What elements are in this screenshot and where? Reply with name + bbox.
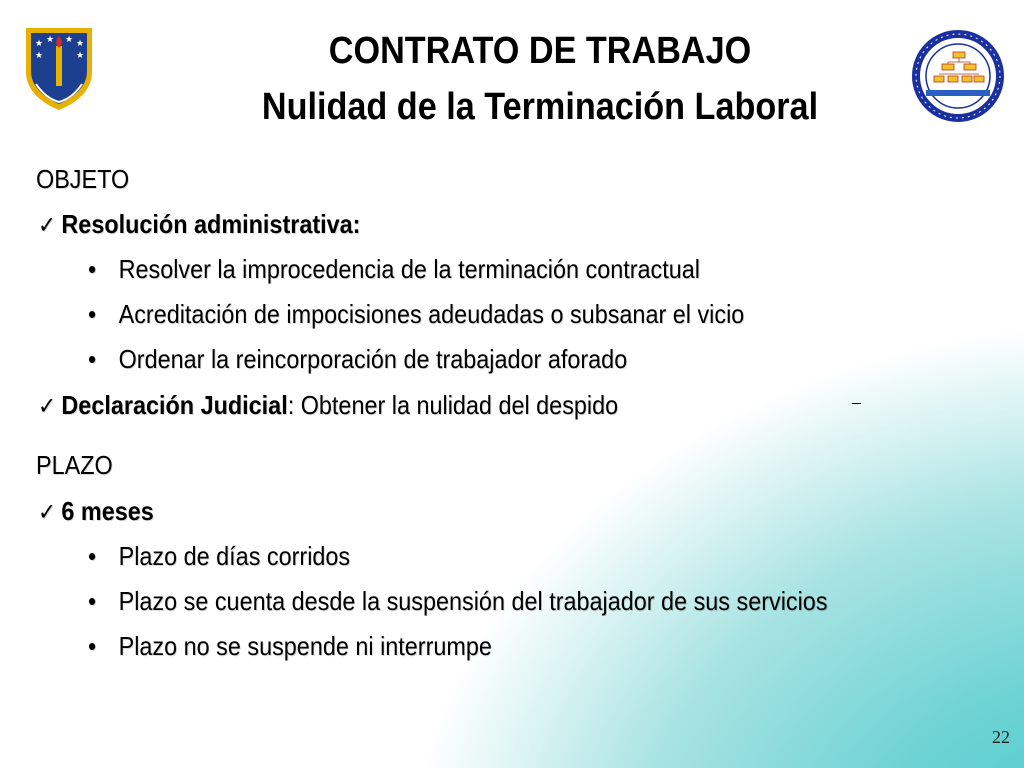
declaracion-text: : Obtener la nulidad del despido [287,390,619,420]
resolucion-item [38,209,360,240]
svg-text:★: ★ [46,35,55,45]
resolucion-label: Resolución administrativa: [61,209,361,239]
svg-text:★: ★ [76,39,85,49]
declaracion-item [38,390,618,421]
plazo-bullet-3: Plazo no se suspende ni interrumpe [118,631,492,661]
bullet-icon: • [88,631,97,661]
svg-text:★: ★ [35,51,44,61]
stray-mark: _ [852,388,861,405]
list-item [88,631,492,662]
svg-text:★: ★ [35,39,44,49]
list-item [88,299,744,330]
checkmark-icon: ✓ [38,393,57,420]
checkmark-icon: ✓ [38,499,57,526]
bullet-icon: • [88,299,97,329]
svg-text:★: ★ [65,35,74,45]
svg-text:★: ★ [76,51,85,61]
plazo-heading: PLAZO [36,450,113,480]
meses-label: 6 meses [61,496,154,526]
checkmark-icon: ✓ [38,212,57,239]
page-number: 22 [992,727,1010,747]
faculty-seal-logo [898,28,1020,124]
bullet-icon: • [88,541,97,571]
resolucion-bullet-3: Ordenar la reincorporación de trabajador aforado [118,344,628,374]
bullet-icon: • [88,254,97,284]
list-item [88,254,700,285]
university-shield-logo [22,24,96,112]
resolucion-bullet-2: Acreditación de impocisiones adeudadas o subsanar el vicio [118,299,745,329]
bullet-icon: • [88,586,97,616]
resolucion-bullet-1: Resolver la improcedencia de la terminación contractual [118,254,701,284]
list-item [88,586,828,617]
slide-title-line2: Nulidad de la Terminación Laboral [261,86,819,128]
meses-item [38,496,154,527]
list-item [88,541,350,572]
slide-title-line1: CONTRATO DE TRABAJO [328,30,752,72]
list-item [88,344,627,375]
plazo-bullet-2: Plazo se cuenta desde la suspensión del trabajador de sus servicios [118,586,828,616]
objeto-heading: OBJETO [36,164,130,194]
plazo-bullet-1: Plazo de días corridos [118,541,351,571]
declaracion-label: Declaración Judicial [61,390,288,420]
bullet-icon: • [88,344,97,374]
